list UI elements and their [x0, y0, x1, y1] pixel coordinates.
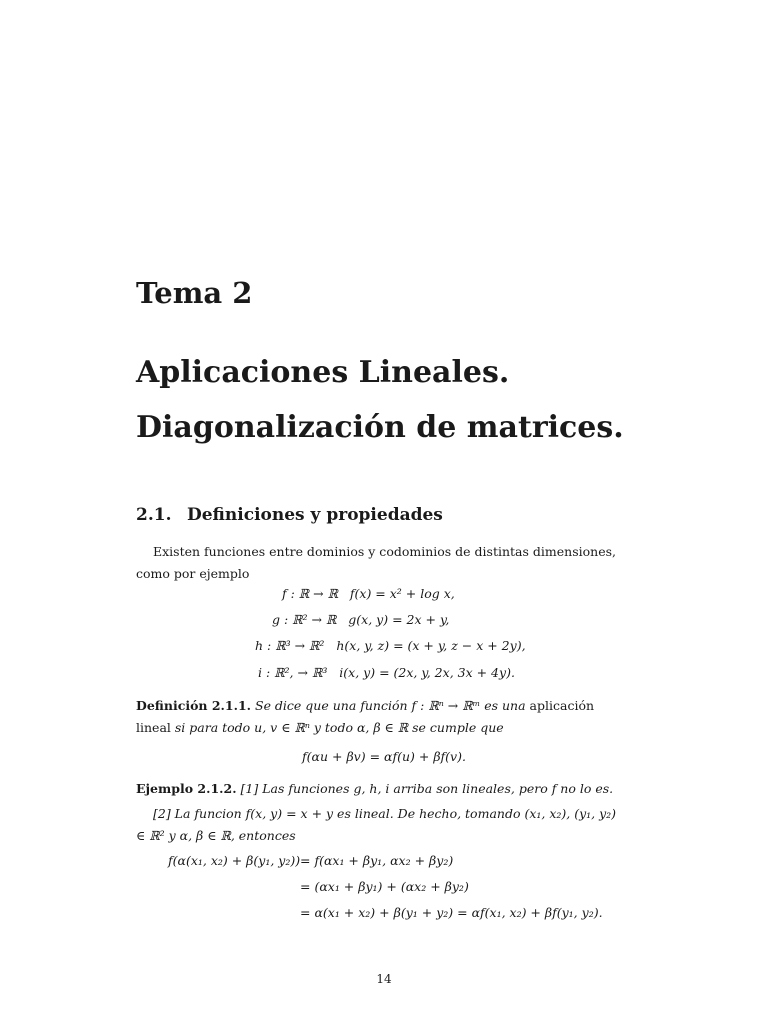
equation-g-rule: g(x, y) = 2x + y, [348, 612, 450, 627]
equation-h [255, 638, 526, 653]
page-number: 14 [376, 972, 392, 986]
align-row-1: = f(αx₁ + βy₁, αx₂ + βy₂) [300, 853, 454, 868]
chapter-label: Tema 2 [136, 276, 253, 310]
align-lhs: f(α(x₁, x₂) + β(y₁, y₂)) [168, 853, 301, 868]
equation-g [272, 612, 449, 627]
example-label: Ejemplo 2.1.2. [136, 781, 237, 796]
section-heading [136, 505, 443, 525]
equation-h-rule: h(x, y, z) = (x + y, z − x + 2y), [336, 638, 526, 653]
example-item-2: [2] La funcion f(x, y) = x + y es lineal. De hecho, tomando (x₁, x₂), (y₁, y₂) ∈ ℝ² y α, β ∈ ℝ, entonces [136, 806, 617, 843]
section-number: 2.1. [136, 505, 172, 525]
definition-text-b: si para todo u, v ∈ ℝⁿ y todo α, β ∈ ℝ se cumple que [174, 720, 504, 735]
equation-f-rule: f(x) = x² + log x, [349, 586, 455, 601]
chapter-title-line-2: Diagonalización de matrices. [136, 410, 624, 445]
equation-i [258, 665, 515, 680]
definition-label: Definición 2.1.1. [136, 698, 252, 713]
align-row-2: = (αx₁ + βy₁) + (αx₂ + βy₂) [300, 879, 469, 894]
intro-paragraph: Existen funciones entre dominios y codominios de distintas dimensiones, como por ejemplo [136, 544, 616, 581]
section-title: Definiciones y propiedades [187, 505, 443, 525]
equation-i-rule: i(x, y) = (2x, y, 2x, 3x + 4y). [339, 665, 515, 680]
definition-block [136, 695, 624, 739]
equation-f [282, 586, 455, 601]
equation-h-map: h : ℝ³ → ℝ² [255, 638, 325, 653]
example-item-1: [1] Las funciones g, h, i arriba son lineales, pero f no lo es. [240, 781, 614, 796]
equation-g-map: g : ℝ² → ℝ [272, 612, 337, 627]
example-block [136, 778, 624, 800]
definition-formula: f(αu + βv) = αf(u) + βf(v). [302, 749, 466, 764]
equation-i-map: i : ℝ², → ℝ³ [258, 665, 328, 680]
chapter-title-line-1: Aplicaciones Lineales. [136, 355, 510, 390]
align-row-3: = α(x₁ + x₂) + β(y₁ + y₂) = αf(x₁, x₂) + βf(y₁, y₂). [300, 905, 603, 920]
definition-text-a: Se dice que una función f : ℝⁿ → ℝᵐ es una [255, 698, 526, 713]
definition-term: aplicación lineal [136, 698, 595, 735]
equation-f-map: f : ℝ → ℝ [282, 586, 338, 601]
